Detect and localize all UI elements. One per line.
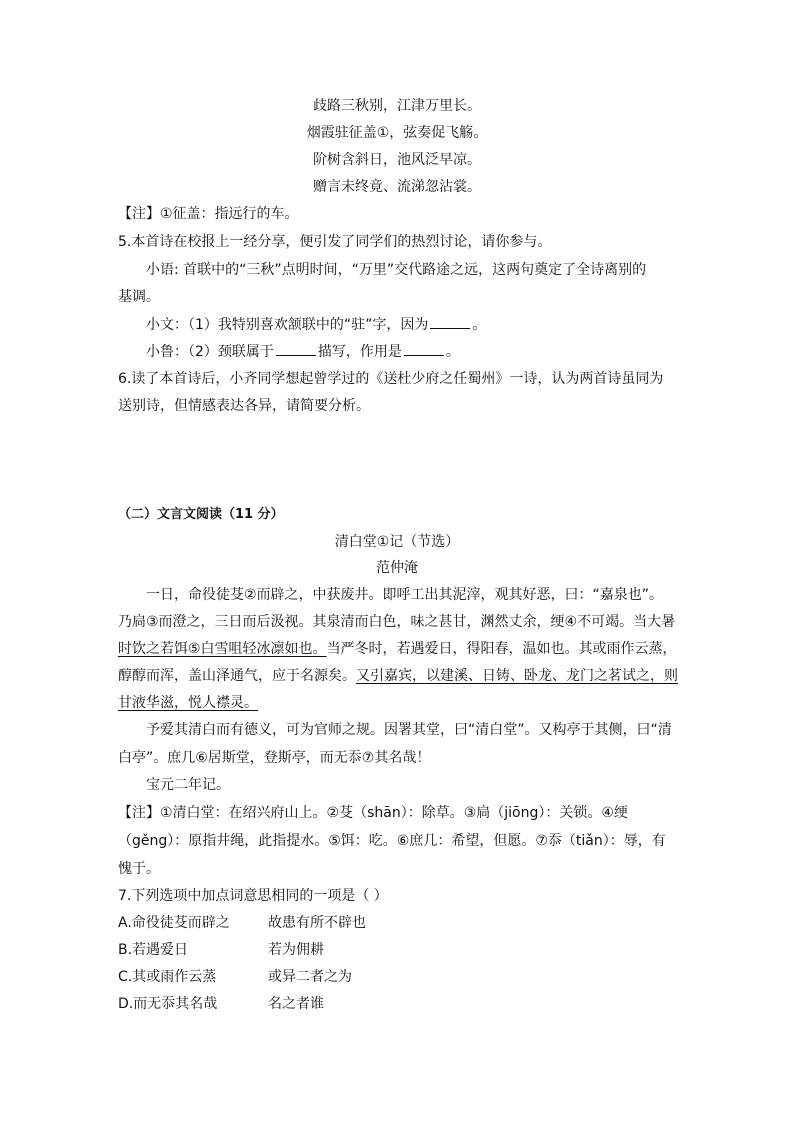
passage-p2-line1: 予爱其清白而有德义，可为官师之规。因署其堂，曰“清白堂”。又构亭于其侧，曰“清 xyxy=(146,722,672,738)
poem-line-2: 烟霞驻征盖①，弦奏促飞觞。 xyxy=(306,125,488,141)
poem-line-1: 歧路三秋别，江津万里长。 xyxy=(313,98,481,114)
answer-blank[interactable] xyxy=(276,341,316,356)
q5-xiaowen xyxy=(146,314,486,335)
passage-text: 当严冬时，若遇爱日，得阳春，温如也。其或雨作云蒸， xyxy=(326,641,677,657)
passage-p1-line2: 乃扃③而澄之，三日而后汲视。其泉清而白色，味之甚甘，渊然丈余，绠④不可竭。当大暑 xyxy=(118,614,676,630)
passage-notes-line3: 愧于。 xyxy=(118,861,160,877)
q6-line1: 6.读了本首诗后，小齐同学想起曾学过的《送杜少府之任蜀州》一诗，认为两首诗虽同为 xyxy=(118,371,664,387)
q7-option-b[interactable] xyxy=(118,940,324,960)
option-right: 或异二者之为 xyxy=(268,969,352,985)
q7-stem: 7.下列选项中加点词意思相同的一项是（ ） xyxy=(118,888,388,904)
q7-option-d[interactable] xyxy=(118,994,324,1014)
option-left: C.其或雨作云蒸 xyxy=(118,969,217,985)
q7-option-c[interactable] xyxy=(118,967,352,987)
q5-xiaoyu-line1: 小语: 首联中的“三秋”点明时间，“万里”交代路途之远，这两句奠定了全诗离别的 xyxy=(146,262,647,278)
underlined-sentence: 又引嘉宾，以建溪、日铸、卧龙、龙门之茗试之，则 xyxy=(356,668,678,684)
passage-p1-line5 xyxy=(118,693,258,713)
q5-stem: 5.本首诗在校报上一经分享，便引发了同学们的热烈讨论，请你参与。 xyxy=(118,234,552,250)
passage-notes-line1: 【注】①清白堂：在绍兴府山上。②芟（shān）：除草。③扃（jiōng）：关锁。④绠 xyxy=(118,805,628,821)
q6-line2: 送别诗，但情感表达各异，请简要分析。 xyxy=(118,398,370,414)
q7-option-a[interactable] xyxy=(118,913,366,933)
option-right: 名之者谁 xyxy=(268,996,324,1012)
option-right: 若为佣耕 xyxy=(268,942,324,958)
passage-p2-line2: 白亭”。庶几⑥居斯堂，登斯亭，而无忝⑦其名哉！ xyxy=(118,750,431,766)
section-heading: （二）文言文阅读（11 分） xyxy=(118,507,284,522)
passage-author: 范仲淹 xyxy=(376,560,418,576)
passage-notes-line2: （gěng）：原指井绳，此指提水。⑤饵：吃。⑥庶几：希望，但愿。⑦忝（tiǎn）：辱，有 xyxy=(118,833,666,849)
underlined-sentence: 甘液华滋，悦人襟灵。 xyxy=(118,695,258,711)
passage-p1-line4 xyxy=(118,666,678,686)
q5-xiaolu xyxy=(146,341,460,362)
q5-xiaolu-text-b: 描写，作用是 xyxy=(317,344,402,360)
answer-blank[interactable] xyxy=(430,314,470,329)
q5-xiaolu-text-a: 小鲁：（2）颈联属于 xyxy=(146,344,274,360)
underlined-sentence: 时饮之若饵⑤白雪咀轻冰凛如也。 xyxy=(118,641,327,657)
passage-title: 清白堂①记（节选） xyxy=(334,534,460,550)
passage-date: 宝元二年记。 xyxy=(146,777,230,793)
option-left: B.若遇爱日 xyxy=(118,942,189,958)
passage-text: 醇醇而浑，盖山泽通气，应于名源矣。 xyxy=(118,668,356,684)
option-left: A.命役徒芟而辟之 xyxy=(118,915,230,931)
passage-p1-line3 xyxy=(118,639,677,659)
q5-xiaolu-end: 。 xyxy=(445,344,460,360)
option-right: 故患有所不辟也 xyxy=(268,915,366,931)
q5-xiaowen-end: 。 xyxy=(472,317,487,333)
q5-xiaoyu-line2: 基调。 xyxy=(118,289,160,305)
option-left: D.而无忝其名哉 xyxy=(118,996,218,1012)
answer-blank[interactable] xyxy=(404,341,444,356)
poem-note: 【注】①征盖：指远行的车。 xyxy=(118,206,299,222)
poem-line-4: 赠言未终竟、流涕忽沾裳。 xyxy=(313,179,481,195)
poem-line-3: 阶树含斜日，池风泛早凉。 xyxy=(313,152,481,168)
q5-xiaowen-text: 小文：（1）我特别喜欢颔联中的“驻”字，因为 xyxy=(146,317,429,333)
passage-p1-line1: 一日，命役徒芟②而辟之，中获废井。即呼工出其泥滓，观其好恶，曰：“嘉泉也”。 xyxy=(146,587,664,603)
